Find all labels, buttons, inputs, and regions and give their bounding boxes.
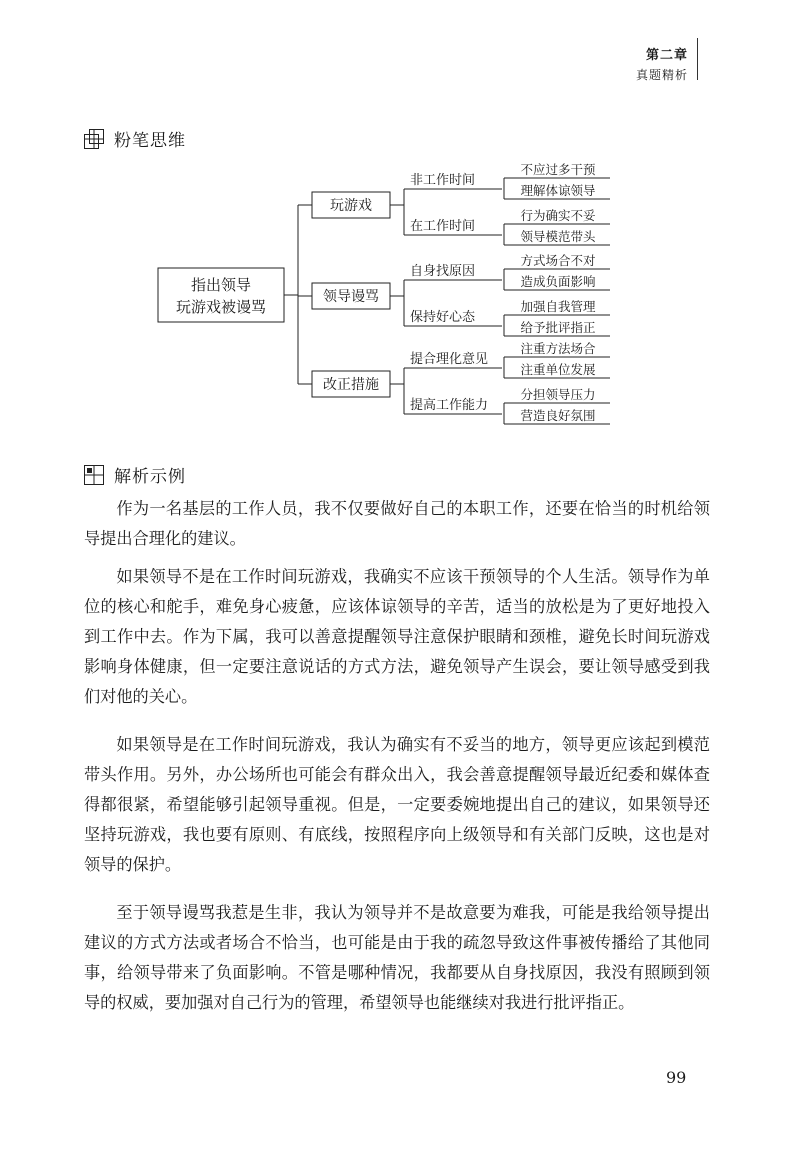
sub-branch-label: 提高工作能力 [410, 398, 489, 413]
paragraph-4: 至于领导谩骂我惹是生非，我认为领导并不是故意要为难我，可能是我给领导提出建议的方式方法或者场合不恰当，也可能是由于我的疏忽导致这件事被传播给了其他同事，给领导带来了负面影响。不管是哪种情况，我都要从自身找原因，我没有照顾到领导的权威，要加强对自己行为的管理，希望领导也能继续对我进行批评指正。 [84, 903, 710, 1012]
mindmap-heading: 粉笔思维 [114, 131, 186, 151]
sub-branch-label: 提合理化意见 [410, 352, 489, 367]
root-label-line-2: 玩游戏被谩骂 [175, 298, 267, 316]
page-number: 99 [666, 1068, 687, 1087]
leaf-label: 给予批评指正 [520, 320, 596, 335]
leaf-label: 行为确实不妥 [520, 208, 596, 223]
header-subtitle: 真题精析 [635, 68, 688, 82]
sub-branch-label: 非工作时间 [410, 173, 476, 188]
paragraph-2: 如果领导不是在工作时间玩游戏，我确实不应该干预领导的个人生活。领导作为单位的核心和舵手，难免身心疲惫，应该体谅领导的辛苦，适当的放松是为了更好地投入到工作中去。作为下属，我可以善意提醒领导注意保护眼睛和颈椎，避免长时间玩游戏影响身体健康，但一定要注意说话的方式方法，避免领导产生误会，要让领导感受到我们对他的关心。 [84, 567, 710, 706]
leaf-label: 注重方法场合 [520, 341, 596, 356]
analysis-section-heading [84, 462, 186, 487]
leaf-label: 造成负面影响 [520, 274, 596, 289]
sub-branch-label: 在工作时间 [410, 219, 476, 234]
leaf-label: 理解体谅领导 [520, 183, 596, 198]
leaf-label: 注重单位发展 [520, 362, 596, 377]
mindmap [0, 0, 800, 440]
paragraph-1: 作为一名基层的工作人员，我不仅要做好自己的本职工作，还要在恰当的时机给领导提出合理化的建议。 [84, 499, 710, 548]
leaf-label: 方式场合不对 [520, 253, 596, 268]
sub-branch-label: 自身找原因 [410, 264, 476, 279]
grid-icon [84, 465, 104, 485]
leaf-label: 领导模范带头 [520, 229, 596, 244]
leaf-label: 分担领导压力 [520, 387, 596, 402]
branch-label-3: 改正措施 [323, 377, 379, 393]
branch-label-2: 领导谩骂 [323, 289, 379, 305]
header-chapter: 第二章 [645, 48, 688, 63]
branch-label-1: 玩游戏 [330, 198, 372, 214]
root-label-line-1: 指出领导 [190, 276, 252, 294]
leaf-label: 营造良好氛围 [520, 408, 596, 423]
sub-branch-label: 保持好心态 [410, 310, 476, 325]
leaf-label: 加强自我管理 [520, 299, 596, 314]
leaf-label: 不应过多干预 [520, 162, 596, 177]
paragraph-3: 如果领导是在工作时间玩游戏，我认为确实有不妥当的地方，领导更应该起到模范带头作用。另外，办公场所也可能会有群众出入，我会善意提醒领导最近纪委和媒体查得都很紧，希望能够引起领导重视。但是，一定要委婉地提出自己的建议，如果领导还坚持玩游戏，我也要有原则、有底线，按照程序向上级领导和有关部门反映，这也是对领导的保护。 [84, 735, 710, 874]
analysis-heading: 解析示例 [114, 467, 186, 487]
